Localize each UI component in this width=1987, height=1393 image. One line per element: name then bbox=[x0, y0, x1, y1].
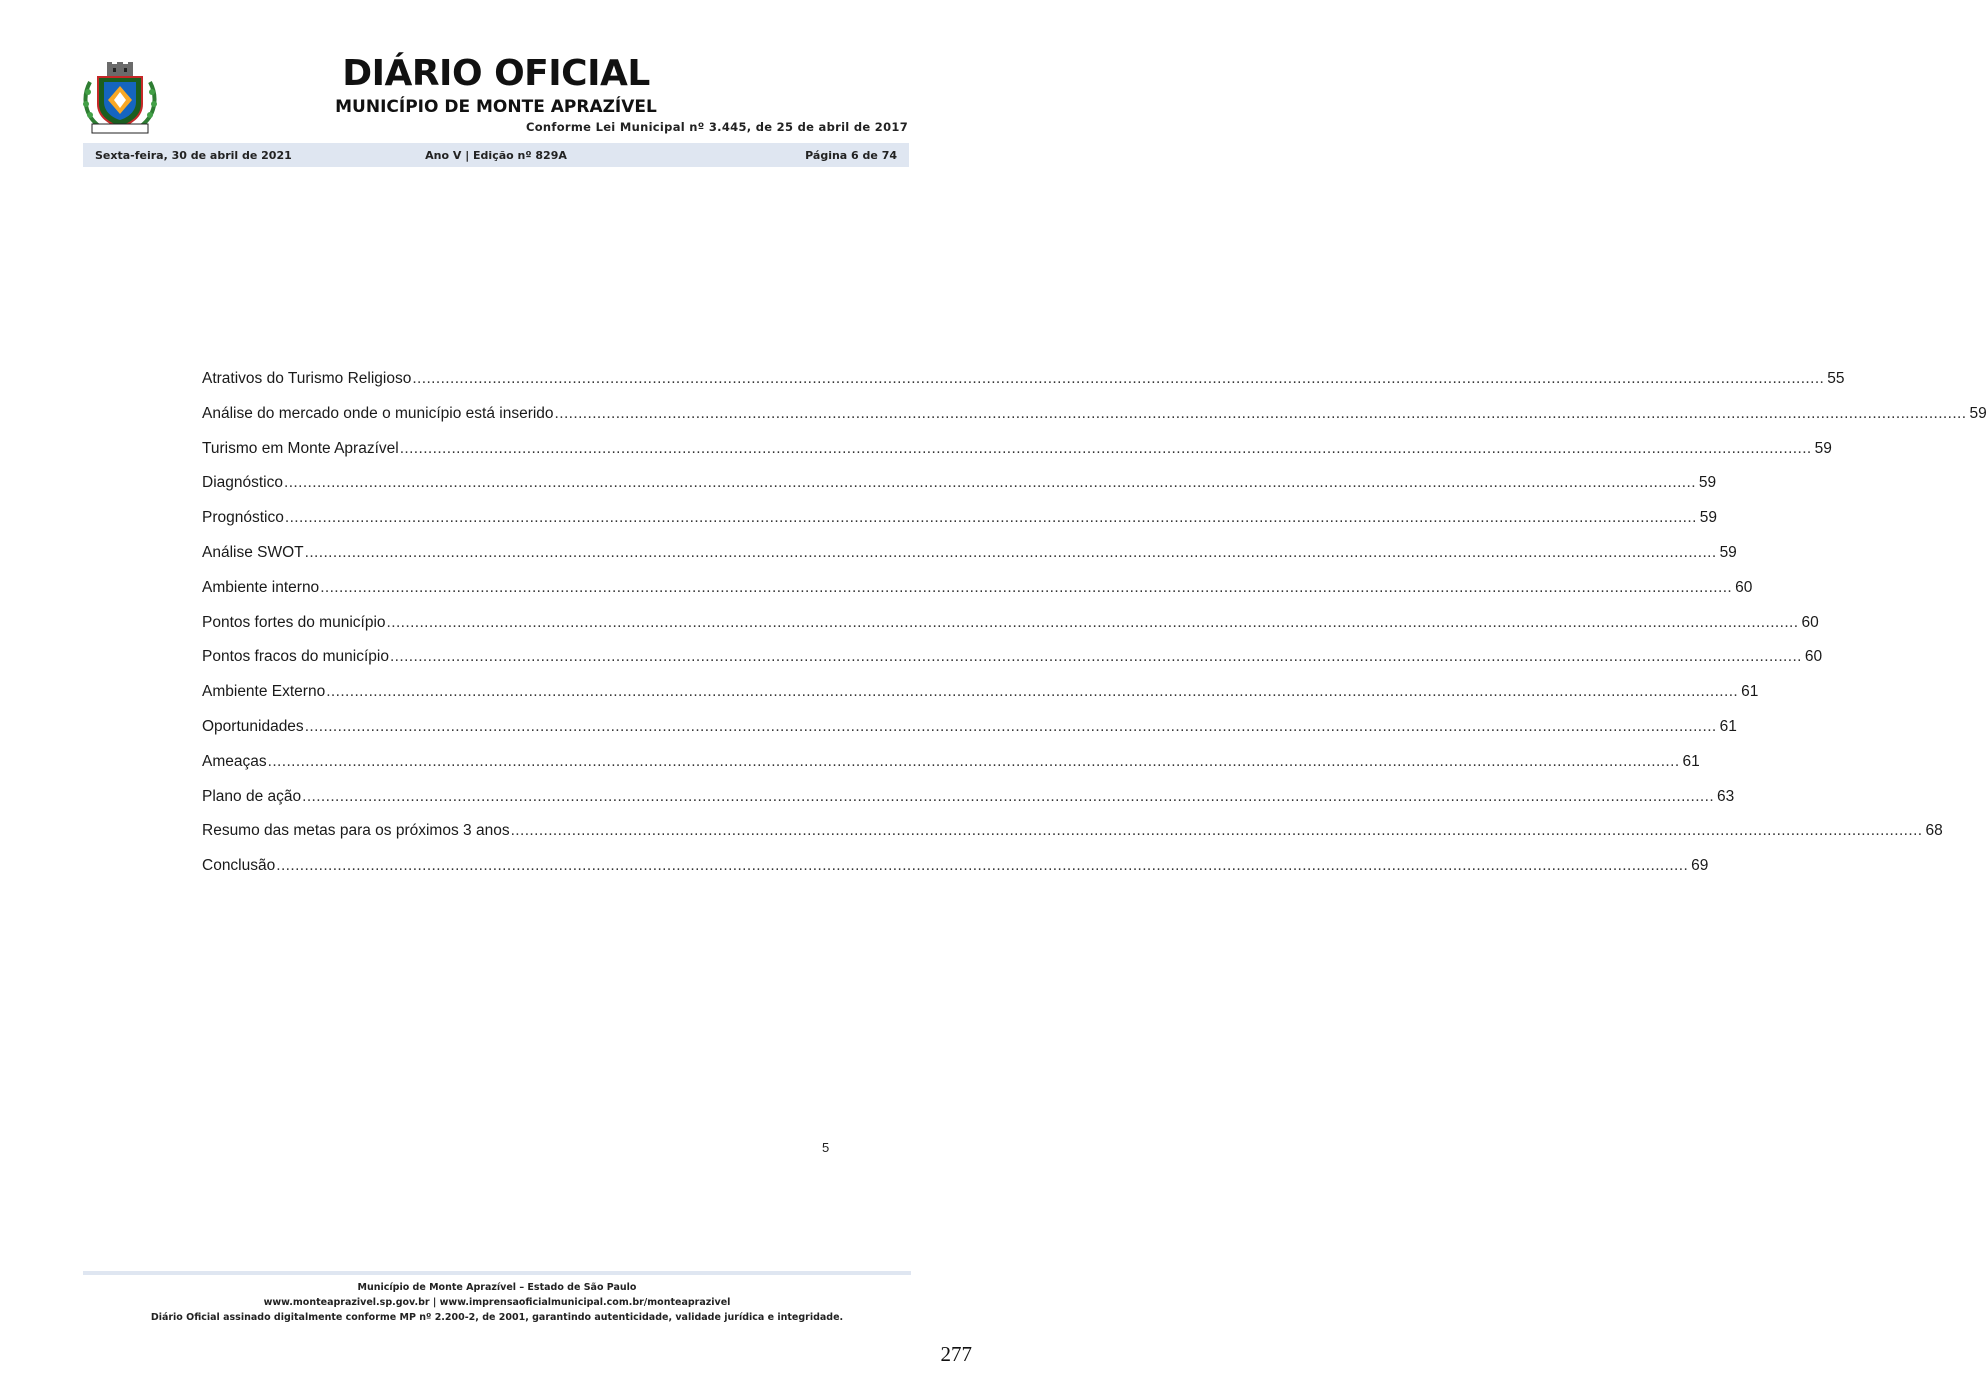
footer-websites: www.monteaprazivel.sp.gov.br | www.imprensaoficialmunicipal.com.br/monteaprazivel bbox=[263, 1297, 731, 1308]
toc-entry-title: Ambiente Externo bbox=[202, 683, 326, 701]
footer-divider bbox=[83, 1271, 911, 1275]
toc-dot-leader: ............................................................................................................................................................................................................................................................................................................ bbox=[302, 787, 1715, 805]
municipal-coat-of-arms-logo bbox=[80, 62, 160, 136]
toc-dot-leader: ............................................................................................................................................................................................................................................................................................................ bbox=[326, 683, 1739, 701]
toc-entry bbox=[202, 752, 1700, 788]
toc-entry bbox=[202, 613, 1819, 649]
toc-dot-leader: ............................................................................................................................................................................................................................................................................................................ bbox=[284, 474, 1696, 492]
toc-entry bbox=[202, 370, 1845, 405]
toc-entry bbox=[202, 404, 1987, 440]
toc-entry-page: 59 bbox=[1719, 543, 1737, 561]
toc-dot-leader: ............................................................................................................................................................................................................................................................................................................ bbox=[284, 509, 1697, 527]
toc-dot-leader: ............................................................................................................................................................................................................................................................................................................ bbox=[267, 752, 1680, 770]
toc-entry-title: Ameaças bbox=[202, 752, 267, 770]
toc-entry-page: 59 bbox=[1699, 509, 1718, 527]
toc-entry bbox=[202, 439, 1832, 475]
toc-entry-title: Pontos fortes do município bbox=[202, 613, 386, 631]
toc-entry-page: 61 bbox=[1741, 683, 1759, 701]
toc-entry-page: 69 bbox=[1691, 857, 1709, 875]
toc-entry-title: Plano de ação bbox=[202, 787, 302, 805]
toc-entry bbox=[202, 857, 1709, 892]
law-reference: Conforme Lei Municipal nº 3.445, de 25 de abril de 2017 bbox=[525, 120, 908, 134]
toc-entry-title: Pontos fracos do município bbox=[202, 648, 389, 666]
toc-entry-title: Oportunidades bbox=[202, 717, 304, 735]
toc-entry-title: Conclusão bbox=[202, 857, 276, 875]
journal-title: DIÁRIO OFICIAL bbox=[342, 53, 650, 94]
toc-dot-leader: ............................................................................................................................................................................................................................................................................................................ bbox=[389, 648, 1802, 666]
toc-entry-page: 59 bbox=[1698, 474, 1717, 492]
toc-entry-page: 59 bbox=[1969, 404, 1987, 422]
toc-entry-page: 60 bbox=[1801, 613, 1819, 631]
toc-entry-title: Diagnóstico bbox=[202, 474, 283, 492]
municipality-subtitle: MUNICÍPIO DE MONTE APRAZÍVEL bbox=[335, 97, 657, 117]
toc-entry-page: 61 bbox=[1719, 717, 1737, 735]
toc-dot-leader: ............................................................................................................................................................................................................................................................................................................ bbox=[276, 857, 1689, 875]
toc-entry bbox=[202, 474, 1717, 509]
toc-entry bbox=[202, 543, 1737, 579]
table-of-contents bbox=[202, 370, 1987, 892]
toc-entry-title: Prognóstico bbox=[202, 509, 284, 527]
toc-entry bbox=[202, 717, 1737, 753]
toc-dot-leader: ............................................................................................................................................................................................................................................................................................................ bbox=[399, 439, 1812, 457]
toc-dot-leader: ............................................................................................................................................................................................................................................................................................................ bbox=[510, 822, 1923, 840]
toc-dot-leader: ............................................................................................................................................................................................................................................................................................................ bbox=[304, 543, 1717, 561]
toc-entry-title: Ambiente interno bbox=[202, 578, 320, 596]
edition-number: Ano V | Edição nº 829A bbox=[425, 149, 567, 162]
toc-dot-leader: ............................................................................................................................................................................................................................................................................................................ bbox=[320, 578, 1733, 596]
toc-entry-page: 59 bbox=[1814, 439, 1832, 457]
toc-entry-title: Resumo das metas para os próximos 3 anos bbox=[202, 822, 510, 840]
toc-entry-title: Turismo em Monte Aprazível bbox=[202, 439, 399, 457]
toc-entry-page: 68 bbox=[1925, 822, 1943, 840]
toc-dot-leader: ............................................................................................................................................................................................................................................................................................................ bbox=[304, 717, 1717, 735]
footer-signature-notice: Diário Oficial assinado digitalmente conforme MP nº 2.200-2, de 2001, garantindo autenticidade, validade jurídica e integridade. bbox=[150, 1312, 844, 1323]
toc-entry-page: 60 bbox=[1804, 648, 1823, 666]
toc-entry bbox=[202, 822, 1943, 857]
edition-info-bar bbox=[83, 143, 909, 167]
toc-entry bbox=[202, 578, 1753, 614]
toc-entry bbox=[202, 683, 1759, 718]
toc-entry-title: Atrativos do Turismo Religioso bbox=[202, 370, 412, 387]
toc-entry bbox=[202, 648, 1823, 683]
page-indicator: Página 6 de 74 bbox=[805, 149, 897, 162]
footer-municipality: Município de Monte Aprazível – Estado de São Paulo bbox=[357, 1282, 637, 1293]
toc-entry bbox=[202, 787, 1735, 823]
toc-entry-page: 60 bbox=[1735, 578, 1753, 596]
toc-entry bbox=[202, 509, 1718, 544]
toc-entry-page: 61 bbox=[1682, 752, 1700, 770]
toc-entry-title: Análise do mercado onde o município está inserido bbox=[202, 404, 554, 422]
toc-dot-leader: ............................................................................................................................................................................................................................................................................................................ bbox=[386, 613, 1799, 631]
toc-dot-leader: ............................................................................................................................................................................................................................................................................................................ bbox=[412, 370, 1825, 387]
toc-entry-page: 63 bbox=[1717, 787, 1735, 805]
toc-entry-title: Análise SWOT bbox=[202, 543, 304, 561]
toc-dot-leader: ............................................................................................................................................................................................................................................................................................................ bbox=[554, 404, 1967, 422]
document-page-number: 5 bbox=[822, 1140, 830, 1155]
publication-date: Sexta-feira, 30 de abril de 2021 bbox=[95, 149, 292, 162]
sheet-stamp-number: 277 bbox=[940, 1342, 972, 1366]
toc-entry-page: 55 bbox=[1827, 370, 1845, 387]
